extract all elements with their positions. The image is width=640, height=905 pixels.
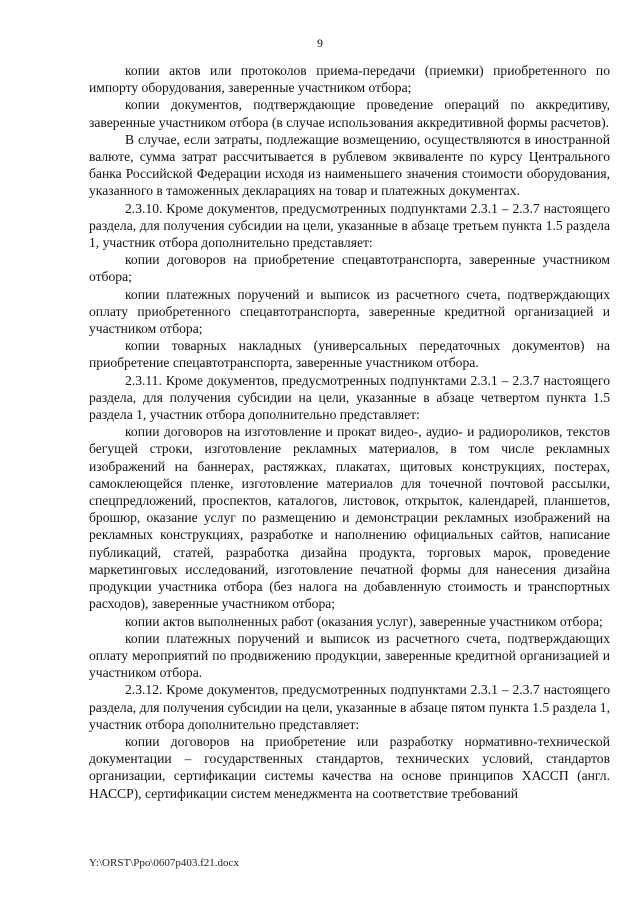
page-number: 9 <box>317 36 323 50</box>
document-body <box>89 62 610 802</box>
paragraph: копии платежных поручений и выписок из расчетного счета, подтверждающих оплату мероприятий по продвижению продукции, заверенные кредитной организацией и участником отбора. <box>89 630 610 681</box>
paragraph: копии договоров на изготовление и прокат видео-, аудио- и радиороликов, текстов бегущей строки, изготовление рекламных материалов, в том числе рекламных изображений на баннерах, растяжках, плакатах, щитовых конструкциях, постерах, самоклеющейся пленке, изготовление материалов для точечной почтовой рассылки, спецпредложений, проспектов, каталогов, листовок, открыток, календарей, планшетов, брошюр, оказание услуг по размещению и демонстрации рекламных изображений на рекламных конструкциях, разработке и наполнению официальных сайтов, написание публикаций, статей, разработка дизайна продукта, торговых марок, проведение маркетинговых исследований, изготовление печатной формы для нанесения дизайна продукции участника отбора (без налога на добавленную стоимость и транспортных расходов), заверенные участником отбора; <box>89 424 610 612</box>
paragraph: копии актов или протоколов приема-передачи (приемки) приобретенного по импорту оборудования, заверенные участником отбора; <box>89 63 610 96</box>
paragraph: копии актов выполненных работ (оказания услуг), заверенные участником отбора; <box>125 613 603 629</box>
paragraph: В случае, если затраты, подлежащие возмещению, осуществляются в иностранной валюте, сумма затрат рассчитывается в рублевом эквиваленте по курсу Центрального банка Российской Федерации исходя из наименьшего значения стоимости оборудования, указанного в таможенных декларациях на товар и платежных документах. <box>89 131 610 199</box>
paragraph: копии договоров на приобретение или разработку нормативно-технической документации – государственных стандартов, технических условий, стандартов организации, сертификации системы качества на основе принципов ХАССП (англ. НАССР), сертификации систем менеджмента на соответствие требований <box>89 733 610 801</box>
paragraph: копии платежных поручений и выписок из расчетного счета, подтверждающих оплату приобретенного спецавтотранспорта, заверенные кредитной организацией и участником отбора; <box>89 286 610 337</box>
paragraph: 2.3.12. Кроме документов, предусмотренных подпунктами 2.3.1 – 2.3.7 настоящего раздела, для получения субсидии на цели, указанные в абзаце пятом пункта 1.5 раздела 1, участник отбора дополнительно представляет: <box>89 682 610 732</box>
paragraph: копии договоров на приобретение спецавтотранспорта, заверенные участником отбора; <box>89 252 610 285</box>
paragraph: 2.3.10. Кроме документов, предусмотренных подпунктами 2.3.1 – 2.3.7 настоящего раздела, для получения субсидии на цели, указанные в абзаце третьем пункта 1.5 раздела 1, участник отбора дополнительно представляет: <box>89 200 610 251</box>
paragraph: копии товарных накладных (универсальных передаточных документов) на приобретение спецавтотранспорта, заверенные участником отбора. <box>89 338 610 371</box>
paragraph: копии документов, подтверждающие проведение операций по аккредитиву, заверенные участником отбора (в случае использования аккредитивной формы расчетов). <box>89 97 610 130</box>
paragraph: 2.3.11. Кроме документов, предусмотренных подпунктами 2.3.1 – 2.3.7 настоящего раздела, для получения субсидии на цели, указанные в абзаце четвертом пункта 1.5 раздела 1, участник отбора дополнительно представляет: <box>89 372 610 423</box>
footer-file-path: Y:\ORST\Ppo\0607p403.f21.docx <box>89 857 239 869</box>
